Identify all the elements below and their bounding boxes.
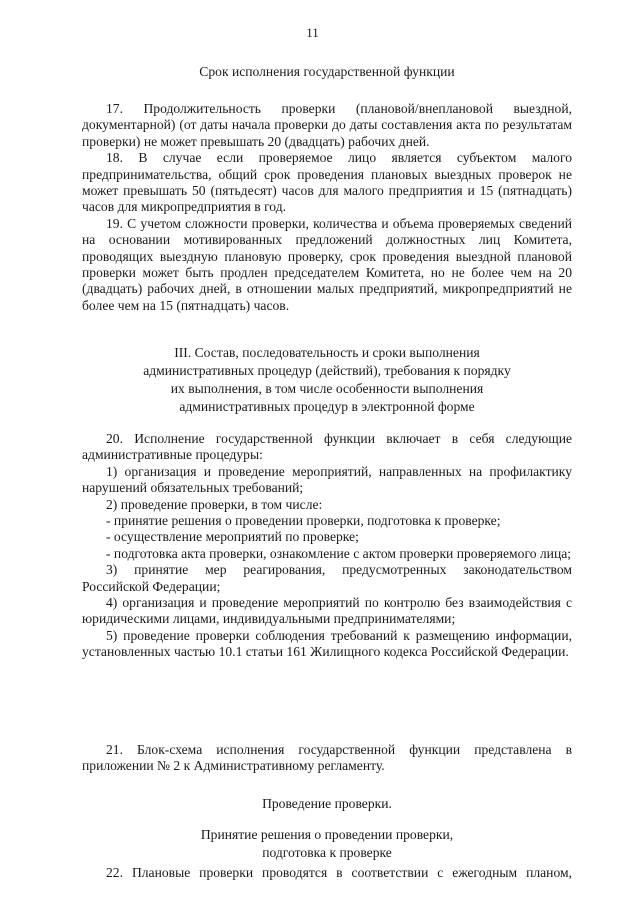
paragraph-20: 20. Исполнение государственной функции включает в себя следующие административные процедуры: (82, 431, 572, 463)
subheading-line: подготовка к проверке (262, 845, 392, 860)
list-item: - осуществление мероприятий по проверке; (106, 529, 359, 545)
heading-line: административных процедур в электронной форме (179, 399, 475, 414)
paragraph-22-start: 22. Плановые проверки проводятся в соответствии с ежегодным планом, (106, 865, 572, 880)
list-item: - подготовка акта проверки, ознакомление с актом проверки проверяемого лица; (106, 545, 572, 561)
section-heading-deadline: Срок исполнения государственной функции (199, 64, 455, 79)
list-item: 5) проведение проверки соблюдения требований к размещению информации, установленных частью 10.1 статьи 161 Жилищного кодекса Российской Федерации. (82, 627, 572, 660)
paragraph-21-block (82, 742, 572, 775)
paragraph-22-block (82, 865, 572, 881)
page-number: 11 (306, 25, 319, 40)
section-heading-iii (82, 344, 572, 416)
list-item: 3) принятие мер реагирования, предусмотренных законодательством Российской Федерации; (82, 562, 572, 594)
subheading-line: Принятие решения о проведении проверки, (200, 827, 454, 842)
heading-line: административных процедур (действий), требования к порядку (143, 363, 511, 378)
section-iii-body (82, 431, 572, 661)
list-item: 1) организация и проведение мероприятий, направленных на профилактику нарушений обязательных требований; (82, 463, 572, 496)
list-item: 4) организация и проведение мероприятий по контролю без взаимодействия с юридическими лицами, индивидуальными предпринимателями; (82, 595, 572, 627)
heading-line: III. Состав, последовательность и сроки выполнения (174, 345, 480, 360)
section-heading-check: Проведение проверки. (262, 796, 392, 811)
list-item: 2) проведение проверки, в том числе: (106, 496, 323, 512)
subheading-decision (82, 826, 572, 862)
heading-line: их выполнения, в том числе особенности выполнения (170, 381, 484, 396)
list-item: - принятие решения о проведении проверки, подготовка к проверке; (106, 513, 501, 529)
section-deadline-body (82, 101, 572, 314)
paragraph-21: 21. Блок-схема исполнения государственной функции представлена в приложении № 2 к Административному регламенту. (82, 742, 572, 774)
paragraph-17: 17. Продолжительность проверки (плановой/внеплановой выездной, документарной) (от даты начала проверки до даты составления акта по результатам проверки) не может превышать 20 (двадцать) рабочих дней. (82, 101, 572, 149)
paragraph-19: 19. С учетом сложности проверки, количества и объема проверяемых сведений на основании мотивированных предложений должностных лиц Комитета, проводящих выездную плановую проверку, срок проведения выездной плановой проверки может быть продлен председателем Комитета, но не более чем на 20 (двадцать) рабочих дней, в отношении малых предприятий, микропредприятий не более чем на 15 (пятнадцать) часов. (82, 215, 572, 313)
paragraph-18: 18. В случае если проверяемое лицо является субъектом малого предпринимательства, общий срок проведения плановых выездных проверок не может превышать 50 (пятьдесят) часов для малого предприятия и 15 (пятнадцать) часов для микропредприятия в год. (82, 150, 572, 215)
